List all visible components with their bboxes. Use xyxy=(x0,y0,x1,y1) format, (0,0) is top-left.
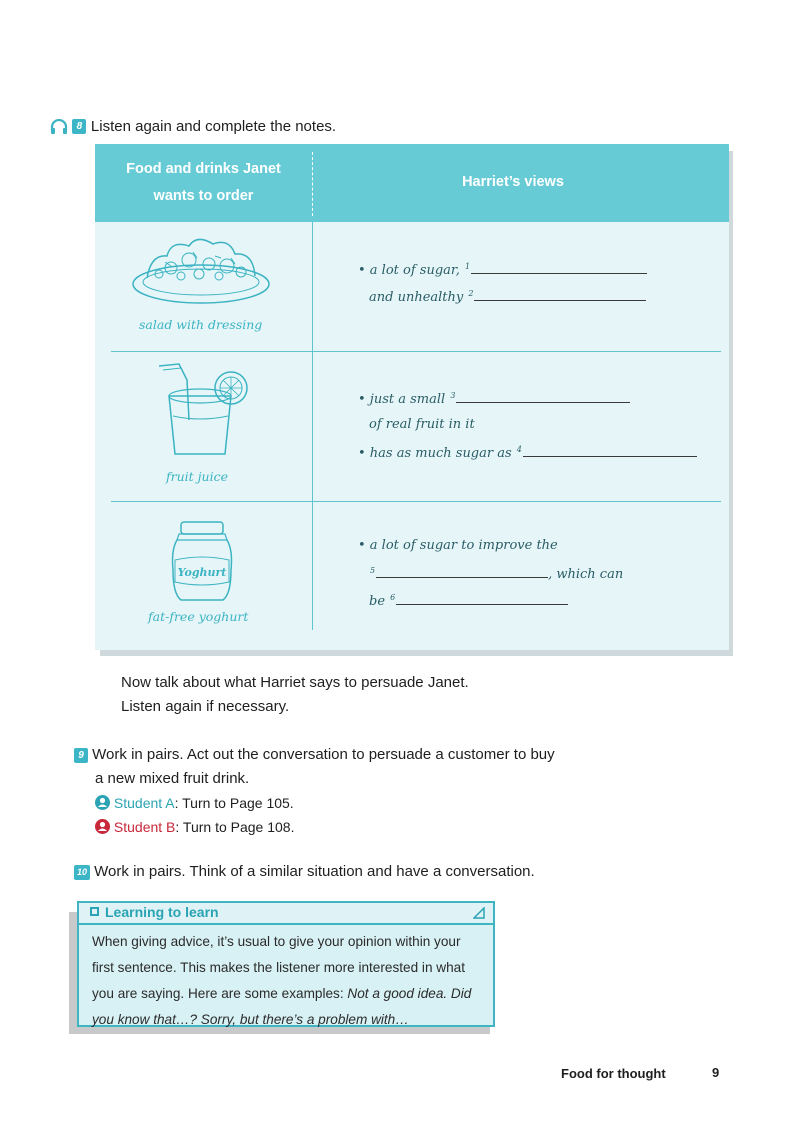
note-line: and unhealthy $^2$ xyxy=(369,288,646,305)
exercise-instruction: Listen again and complete the notes. xyxy=(90,118,337,135)
answer-blank-3[interactable] xyxy=(456,390,630,403)
food-caption: salad with dressing xyxy=(139,317,263,332)
user-icon xyxy=(95,795,110,810)
exercise-number: 10 xyxy=(74,865,90,880)
page-number: 9 xyxy=(712,1065,720,1080)
exercise-number: 8 xyxy=(72,119,86,134)
learning-box-header xyxy=(79,903,493,925)
talk-instruction: Now talk about what Harriet says to persuade Janet. Listen again if necessary. xyxy=(121,674,469,715)
note-line: • has as much sugar as $^4$ xyxy=(358,444,697,461)
learning-box xyxy=(77,901,495,1027)
exercise-9: 9 Work in pairs. Act out the conversation to persuade a customer to buy a new mixed fruit drink. Student A: Turn to Page 105. Student B: Turn to Page 108. xyxy=(74,743,634,839)
student-a-label: Student A xyxy=(113,795,175,811)
answer-blank-4[interactable] xyxy=(523,444,697,457)
note-line: • just a small $^3$ xyxy=(358,390,630,407)
food-caption: fat-free yoghurt xyxy=(148,609,249,624)
headphones-icon xyxy=(50,119,68,135)
answer-blank-5[interactable] xyxy=(376,565,548,578)
salad-illustration xyxy=(131,232,271,310)
note-line: • a lot of sugar to improve the xyxy=(358,538,558,553)
answer-blank-6[interactable] xyxy=(396,592,568,605)
exercise-instruction: Work in pairs. Think of a similar situation and have a conversation. xyxy=(94,863,535,880)
checkbox-icon xyxy=(90,907,99,916)
answer-blank-1[interactable] xyxy=(471,261,647,274)
column-divider xyxy=(312,222,313,630)
row-divider xyxy=(111,501,721,502)
footer-section-title: Food for thought xyxy=(561,1066,666,1081)
jar-label: Yoghurt xyxy=(177,566,227,579)
student-b-label: Student B xyxy=(113,819,176,835)
answer-blank-2[interactable] xyxy=(474,288,646,301)
column-header-food: Food and drinks Janet wants to order xyxy=(126,161,281,204)
exercise-instruction: Work in pairs. Act out the conversation to persuade a customer to buy xyxy=(92,746,555,763)
note-line: be $^6$ xyxy=(369,592,568,609)
student-b-line: Student B: Turn to Page 108. xyxy=(74,815,634,839)
column-header-views: Harriet’s views xyxy=(462,174,564,190)
food-caption: fruit juice xyxy=(166,469,228,484)
learning-box-text: When giving advice, it’s usual to give your opinion within your first sentence. This makes the listener more interested in what you are saying. Here are some examples: Not a good idea. Did you know that…? Sorry, but there’s a problem with… xyxy=(92,934,472,1027)
notes-table xyxy=(95,144,729,650)
yoghurt-illustration xyxy=(169,520,235,604)
exercise-8-header xyxy=(50,118,336,136)
note-line: of real fruit in it xyxy=(369,417,475,432)
table-header xyxy=(95,144,729,222)
user-icon xyxy=(95,819,110,834)
student-a-line: Student A: Turn to Page 105. xyxy=(74,791,634,815)
note-line: $^5$ , which can xyxy=(370,565,624,582)
juice-illustration xyxy=(159,360,255,460)
row-divider xyxy=(111,351,721,352)
exercise-number: 9 xyxy=(74,748,88,763)
note-line: • a lot of sugar, $^1$ xyxy=(358,261,647,278)
exercise-10 xyxy=(74,863,535,880)
corner-triangle-icon xyxy=(473,907,485,919)
learning-box-title: Learning to learn xyxy=(105,904,219,920)
